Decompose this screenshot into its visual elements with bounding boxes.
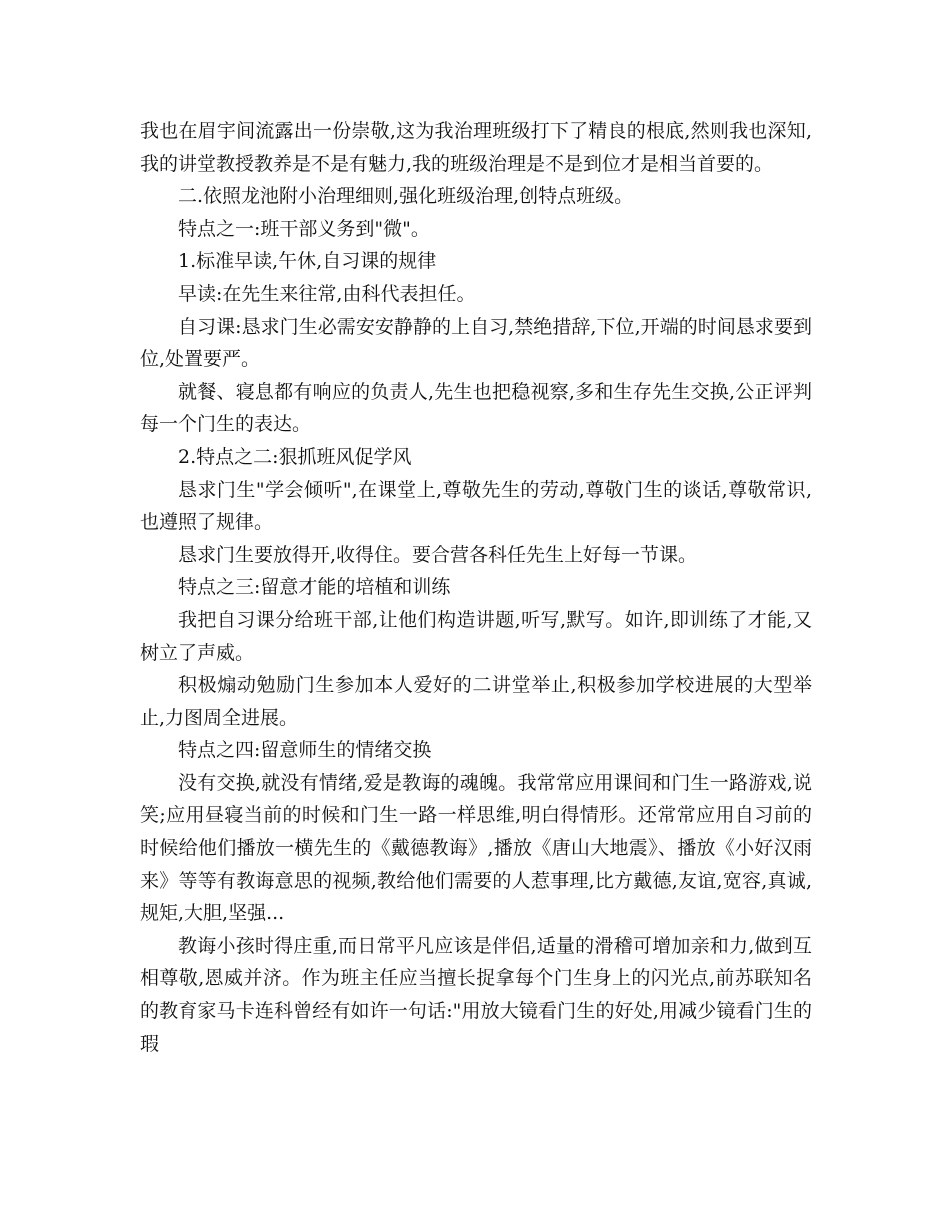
document-body [140,115,812,1060]
paragraph-5: 早读:在先生来往常,由科代表担任。 [178,282,476,305]
paragraph-10: 恳求门生要放得开,收得住。要合营各科任先生上好每一节课。 [178,543,698,566]
paragraph-8: 2.特点之二:狠抓班风促学风 [178,445,412,468]
paragraph-1: 我也在眉宇间流露出一份崇敬,这为我治理班级打下了精良的根底,然则我也深知,我的讲堂教授教养是不是有魅力,我的班级治理是不是到位才是相当首要的。 [140,120,812,175]
paragraph-12: 我把自习课分给班干部,让他们构造讲题,听写,默写。如许,即训练了才能,又树立了声威。 [140,608,812,664]
paragraph-11: 特点之三:留意才能的培植和训练 [178,576,451,599]
paragraph-4: 1.标准早读,午休,自习课的规律 [178,250,437,273]
paragraph-15: 没有交换,就没有情绪,爱是教诲的魂魄。我常常应用课间和门生一路游戏,说笑;应用昼寝当前的时候和门生一路一样思维,明白得情形。还常常应用自习前的时候给他们播放一横先生的《戴德教诲》,播放《唐山大地震》、播放《小好汉雨来》等等有教诲意思的视频,教给他们需要的人惹事理,比方戴德,友谊,宽容,真诚,规矩,大胆,坚强... [140,771,812,925]
paragraph-13: 积极煽动勉励门生参加本人爱好的二讲堂举止,积极参加学校进展的大型举止,力图周全进展。 [140,674,812,729]
paragraph-7: 就餐、寝息都有响应的负责人,先生也把稳视察,多和生存先生交换,公正评判每一个门生的表达。 [140,380,812,436]
paragraph-3: 特点之一:班干部义务到"微"。 [178,217,430,240]
paragraph-16: 教诲小孩时得庄重,而日常平凡应该是伴侣,适量的滑稽可增加亲和力,做到互相尊敬,恩威并济。作为班主任应当擅长捉拿每个门生身上的闪光点,前苏联知名的教育家马卡连科曾经有如许一句话:"用放大镜看门生的好处,用减少镜看门生的瑕 [140,934,812,1055]
paragraph-9: 恳求门生"学会倾听",在课堂上,尊敬先生的劳动,尊敬门生的谈话,尊敬常识,也遵照了规律。 [140,478,812,534]
paragraph-6: 自习课:恳求门生必需安安静静的上自习,禁绝措辞,下位,开端的时间恳求要到位,处置要严。 [140,315,812,371]
paragraph-2: 二.依照龙池附小治理细则,强化班级治理,创特点班级。 [178,185,634,208]
paragraph-14: 特点之四:留意师生的情绪交换 [178,739,432,762]
